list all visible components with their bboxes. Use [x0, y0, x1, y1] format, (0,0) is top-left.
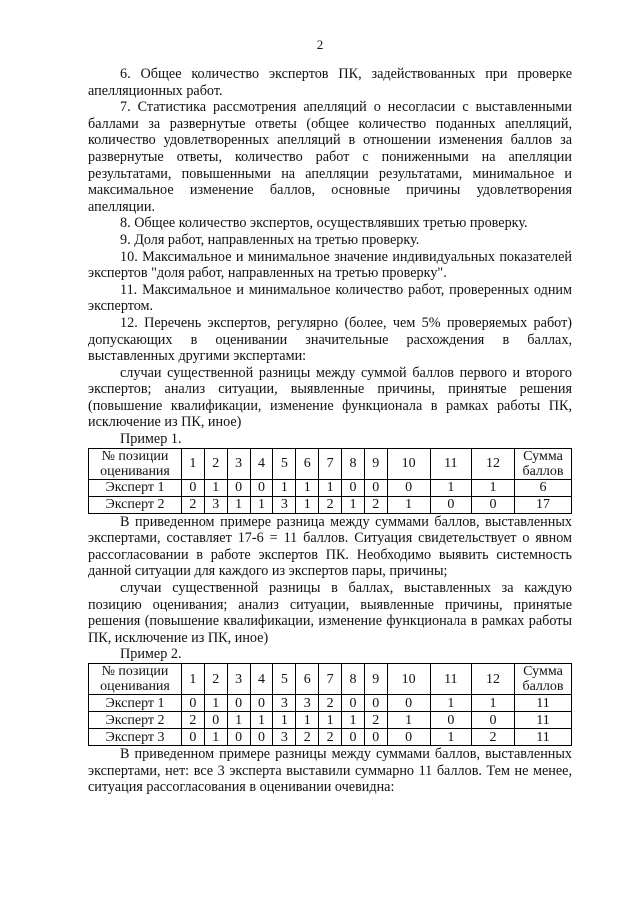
position-number: 10	[387, 448, 430, 479]
score-cell: 1	[430, 479, 471, 496]
score-cell: 0	[204, 712, 227, 729]
example-1-caption: Пример 1.	[120, 431, 182, 448]
score-cell: 3	[273, 729, 296, 746]
score-cell: 1	[204, 695, 227, 712]
sum-cell: 6	[515, 479, 572, 496]
score-cell: 2	[319, 496, 342, 513]
paragraph-group-a	[88, 66, 572, 431]
score-cell: 1	[472, 479, 515, 496]
document-body	[88, 66, 572, 796]
paragraph: 7. Статистика рассмотрения апелляций о несогласии с выставленными баллами за развернутые ответы (общее количество поданных апелляций, количество удовлетворенных апелляций в отношении изменения баллов за развернутые ответы, количество работ с пониженными на апелляции результатами, повышенными на апелляции результатами, минимальное и максимальное изменение баллов, основные причины удовлетворения апелляции.	[88, 99, 572, 215]
position-number: 4	[250, 448, 273, 479]
position-number: 6	[296, 664, 319, 695]
score-cell: 0	[430, 712, 471, 729]
score-cell: 1	[273, 712, 296, 729]
expert-name: Эксперт 1	[89, 479, 182, 496]
score-cell: 1	[472, 695, 515, 712]
score-cell: 0	[342, 479, 365, 496]
sum-cell: 17	[515, 496, 572, 513]
score-cell: 1	[430, 695, 471, 712]
example-1-table	[88, 448, 572, 514]
position-number: 7	[319, 448, 342, 479]
expert-name: Эксперт 3	[89, 729, 182, 746]
score-cell: 1	[296, 479, 319, 496]
score-cell: 0	[227, 695, 250, 712]
paragraph-group-b	[88, 514, 572, 647]
position-number: 12	[472, 448, 515, 479]
table-row	[89, 695, 572, 712]
table-row	[89, 729, 572, 746]
paragraph: случаи существенной разницы между суммой баллов первого и второго экспертов; анализ ситуации, выявленные причины, принятые решения (повышение квалификации, изменение функционала в рамках работы ПК, исключение из ПК, иное)	[88, 364, 572, 431]
position-number: 7	[319, 664, 342, 695]
score-cell: 0	[364, 729, 387, 746]
page-number: 2	[316, 37, 324, 52]
score-cell: 0	[472, 712, 515, 729]
paragraph-group-c	[88, 746, 572, 796]
position-number: 12	[472, 664, 515, 695]
score-cell: 0	[250, 695, 273, 712]
expert-name: Эксперт 2	[89, 712, 182, 729]
score-cell: 0	[430, 496, 471, 513]
table-row	[89, 479, 572, 496]
paragraph: 6. Общее количество экспертов ПК, задействованных при проверке апелляционных работ.	[88, 66, 572, 99]
position-number: 3	[227, 664, 250, 695]
score-cell: 3	[296, 695, 319, 712]
table-header-row	[89, 664, 572, 695]
score-cell: 1	[204, 479, 227, 496]
position-number: 10	[387, 664, 430, 695]
sum-header: Сумма баллов	[515, 448, 572, 479]
score-cell: 1	[227, 712, 250, 729]
paragraph: В приведенном примере разница между суммами баллов, выставленных экспертами, составляет 17-6 = 11 баллов. Ситуация свидетельствует о явном рассогласовании в работе экспертов ПК. Необходимо выявить системность данной ситуации для каждого из экспертов пары, причины;	[88, 513, 572, 580]
score-cell: 2	[319, 695, 342, 712]
position-number: 2	[204, 664, 227, 695]
position-number: 11	[430, 664, 471, 695]
position-header: № позиции оценивания	[89, 448, 182, 479]
score-cell: 1	[273, 479, 296, 496]
score-cell: 1	[430, 729, 471, 746]
sum-cell: 11	[515, 729, 572, 746]
score-cell: 0	[182, 479, 205, 496]
paragraph: 11. Максимальное и минимальное количество работ, проверенных одним экспертом.	[88, 281, 572, 315]
paragraph: 10. Максимальное и минимальное значение индивидуальных показателей экспертов "доля работ, направленных на третью проверку".	[88, 248, 572, 282]
score-cell: 1	[227, 496, 250, 513]
score-cell: 1	[250, 496, 273, 513]
paragraph: 9. Доля работ, направленных на третью проверку.	[120, 231, 420, 248]
example-2-table	[88, 663, 572, 746]
score-cell: 2	[472, 729, 515, 746]
position-header: № позиции оценивания	[89, 664, 182, 695]
score-cell: 0	[250, 729, 273, 746]
position-number: 2	[204, 448, 227, 479]
score-cell: 0	[472, 496, 515, 513]
score-cell: 1	[387, 712, 430, 729]
position-number: 8	[342, 448, 365, 479]
position-number: 1	[182, 664, 205, 695]
position-number: 5	[273, 448, 296, 479]
expert-name: Эксперт 2	[89, 496, 182, 513]
sum-cell: 11	[515, 712, 572, 729]
score-cell: 0	[182, 729, 205, 746]
score-cell: 2	[296, 729, 319, 746]
position-number: 11	[430, 448, 471, 479]
table-row	[89, 712, 572, 729]
table-header-row	[89, 448, 572, 479]
score-cell: 1	[319, 479, 342, 496]
paragraph: случаи существенной разницы в баллах, выставленных за каждую позицию оценивания; анализ ситуации, выявленные причины, принятые решения (повышение квалификации, изменение функционала в рамках работы ПК, исключение из ПК, иное)	[88, 580, 572, 646]
score-cell: 1	[296, 712, 319, 729]
score-cell: 1	[342, 712, 365, 729]
position-number: 1	[182, 448, 205, 479]
position-number: 9	[364, 664, 387, 695]
position-number: 9	[364, 448, 387, 479]
score-cell: 0	[250, 479, 273, 496]
score-cell: 0	[364, 695, 387, 712]
position-number: 4	[250, 664, 273, 695]
score-cell: 0	[387, 479, 430, 496]
score-cell: 0	[227, 479, 250, 496]
score-cell: 2	[364, 712, 387, 729]
score-cell: 0	[387, 729, 430, 746]
sum-cell: 11	[515, 695, 572, 712]
score-cell: 1	[342, 496, 365, 513]
score-cell: 1	[296, 496, 319, 513]
paragraph: 12. Перечень экспертов, регулярно (более, чем 5% проверяемых работ) допускающих в оценивании значительные расхождения в баллах, выставленных другими экспертами:	[88, 314, 572, 365]
paragraph: В приведенном примере разницы между суммами баллов, выставленных экспертами, нет: все 3 эксперта выставили суммарно 11 баллов. Тем не менее, ситуация рассогласования в оценивании очевидна:	[88, 746, 572, 796]
score-cell: 2	[182, 496, 205, 513]
score-cell: 0	[364, 479, 387, 496]
expert-name: Эксперт 1	[89, 695, 182, 712]
score-cell: 2	[364, 496, 387, 513]
position-number: 5	[273, 664, 296, 695]
score-cell: 3	[273, 496, 296, 513]
score-cell: 0	[342, 729, 365, 746]
score-cell: 1	[319, 712, 342, 729]
score-cell: 2	[319, 729, 342, 746]
position-number: 6	[296, 448, 319, 479]
example-2-caption: Пример 2.	[120, 646, 182, 663]
score-cell: 0	[387, 695, 430, 712]
table-row	[89, 496, 572, 513]
score-cell: 1	[387, 496, 430, 513]
position-number: 3	[227, 448, 250, 479]
sum-header: Сумма баллов	[515, 664, 572, 695]
paragraph: 8. Общее количество экспертов, осуществлявших третью проверку.	[120, 215, 528, 232]
score-cell: 1	[204, 729, 227, 746]
score-cell: 3	[273, 695, 296, 712]
score-cell: 0	[342, 695, 365, 712]
score-cell: 0	[227, 729, 250, 746]
score-cell: 1	[250, 712, 273, 729]
score-cell: 2	[182, 712, 205, 729]
score-cell: 3	[204, 496, 227, 513]
position-number: 8	[342, 664, 365, 695]
score-cell: 0	[182, 695, 205, 712]
